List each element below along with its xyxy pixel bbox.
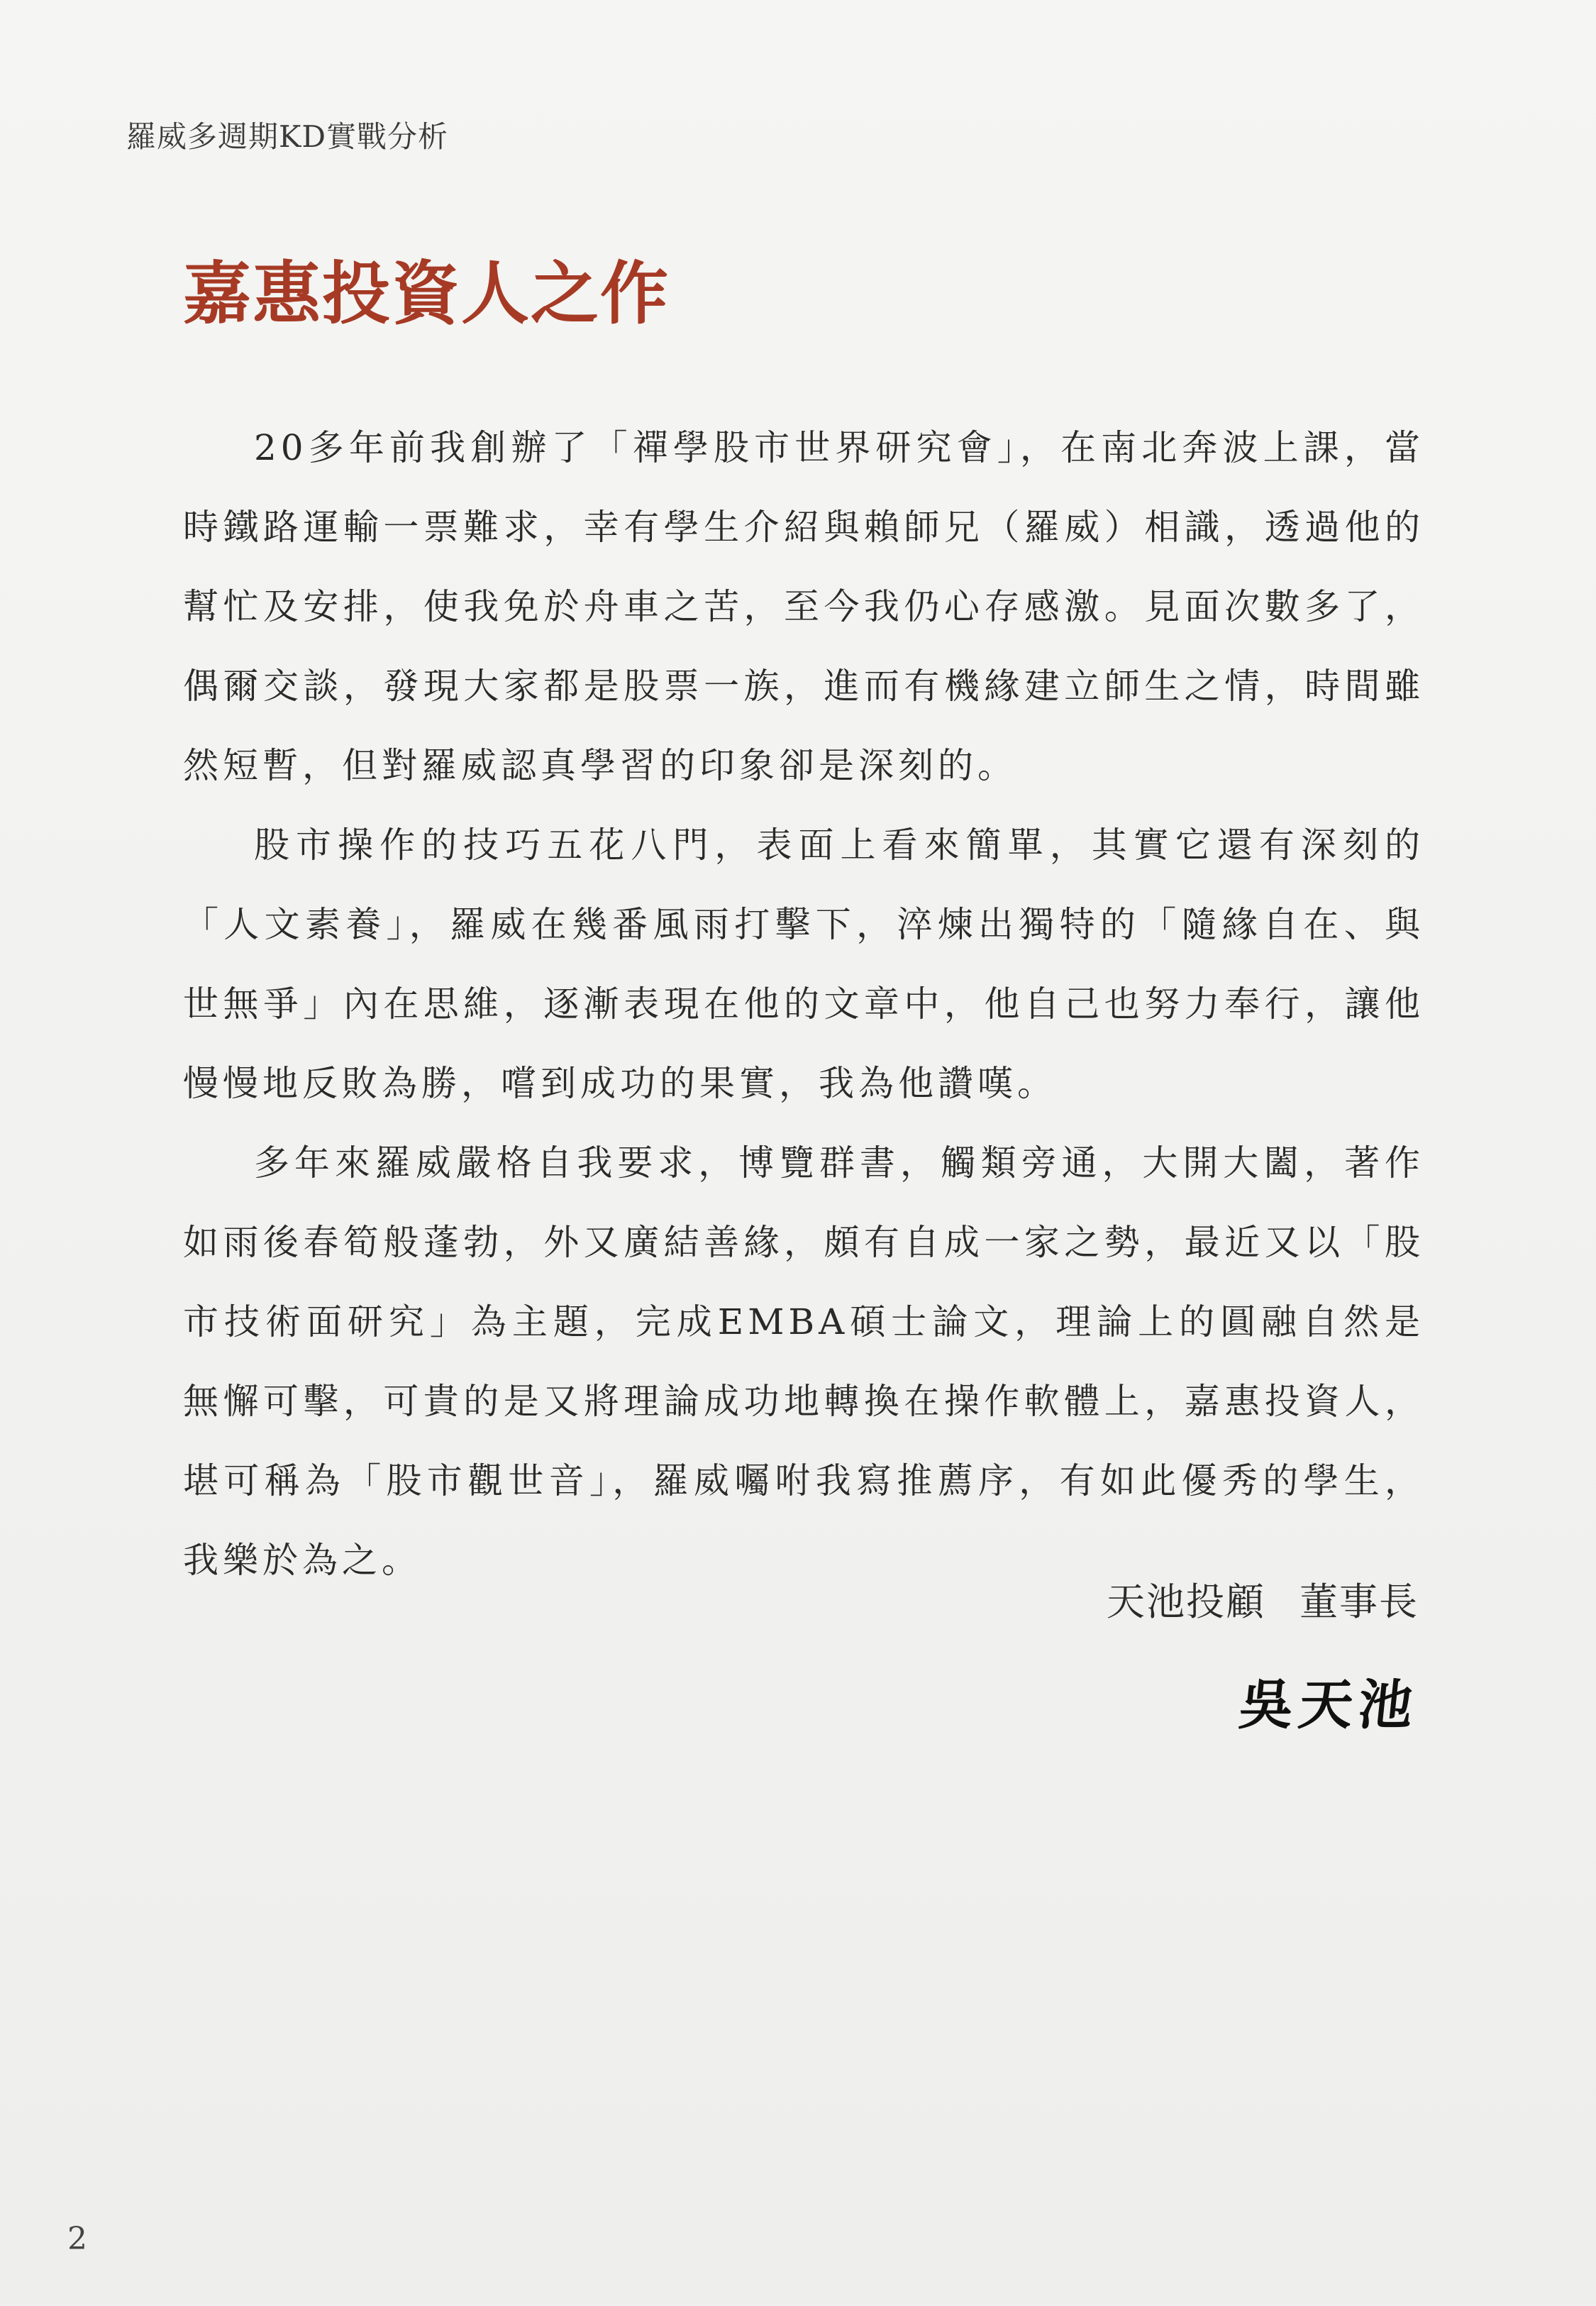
page-number: 2 <box>67 2221 87 2257</box>
body-text <box>183 408 1424 1600</box>
running-header: 羅威多週期KD實戰分析 <box>126 119 449 154</box>
signature-position: 董事長 <box>1299 1579 1419 1624</box>
signature-title <box>1107 1572 1419 1626</box>
paragraph-1: 20多年前我創辦了「禪學股市世界研究會」，在南北奔波上課，當時鐵路運輸一票難求，幸有學生介紹與賴師兄（羅威）相識，透過他的幫忙及安排，使我免於舟車之苦，至今我仍心存感激。見面次數多了，偶爾交談，發現大家都是股票一族，進而有機緣建立師生之情，時間雖然短暫，但對羅威認真學習的印象卻是深刻的。 <box>183 427 1424 786</box>
paragraph-2: 股市操作的技巧五花八門，表面上看來簡單，其實它還有深刻的「人文素養」，羅威在幾番風雨打擊下，淬煉出獨特的「隨緣自在、與世無爭」內在思維，逐漸表現在他的文章中，他自己也努力奉行，讓他慢慢地反敗為勝，嚐到成功的果實，我為他讚嘆。 <box>183 824 1424 1104</box>
signature-organization: 天池投顧 <box>1107 1579 1265 1624</box>
signature-block <box>1107 1572 1422 1739</box>
signature-name: 吳天池 <box>1236 1673 1422 1736</box>
paragraph-3: 多年來羅威嚴格自我要求，博覽群書，觸類旁通，大開大闔，著作如雨後春筍般蓬勃，外又廣結善緣，頗有自成一家之勢，最近又以「股市技術面研究」為主題，完成EMBA碩士論文，理論上的圓融自然是無懈可擊，可貴的是又將理論成功地轉換在操作軟體上，嘉惠投資人，堪可稱為「股市觀世音」，羅威囑咐我寫推薦序，有如此優秀的學生，我樂於為之。 <box>183 1142 1424 1581</box>
page-title: 嘉惠投資人之作 <box>183 253 670 333</box>
